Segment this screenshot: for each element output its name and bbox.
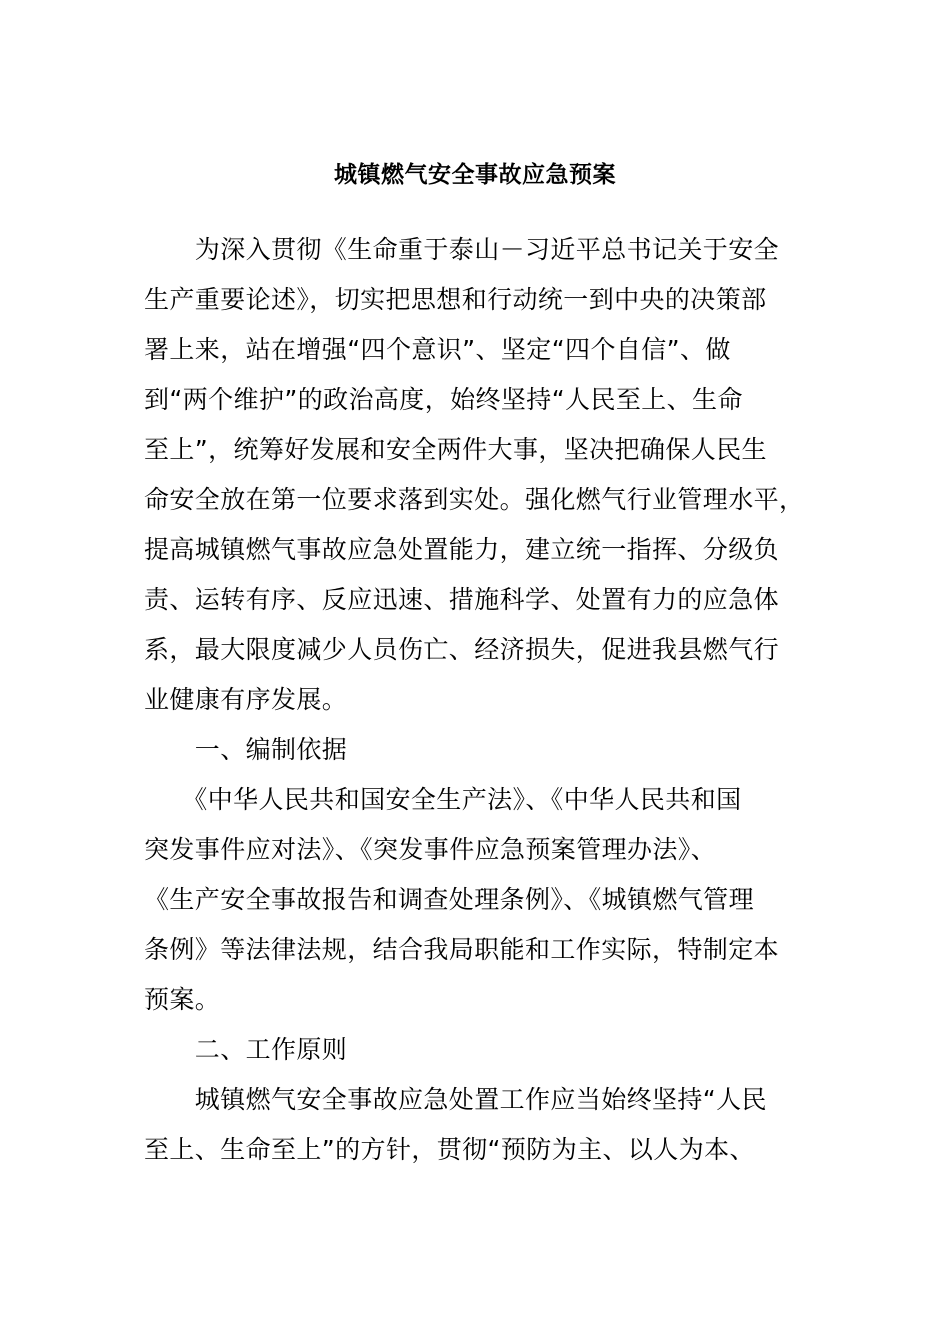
- document-title: 城镇燃气安全事故应急预案: [334, 162, 616, 188]
- paragraph-line: 预案。: [144, 985, 221, 1014]
- paragraph-line: 业健康有序发展。: [144, 685, 348, 714]
- section-heading: 二、工作原则: [144, 1035, 348, 1064]
- paragraph-line: 至上”，统筹好发展和安全两件大事，坚决把确保人民生: [144, 435, 767, 464]
- paragraph-line: 系，最大限度减少人员伤亡、经济损失，促进我县燃气行: [144, 635, 780, 664]
- paragraph-line: 《中华人民共和国安全生产法》、《中华人民共和国: [144, 785, 742, 814]
- section-heading: 一、编制依据: [144, 735, 348, 764]
- paragraph-line: 条例》等法律法规，结合我局职能和工作实际，特制定本: [144, 935, 780, 964]
- paragraph-line: 提高城镇燃气事故应急处置能力，建立统一指挥、分级负: [144, 535, 780, 564]
- paragraph-line: 为深入贯彻《生命重于泰山－习近平总书记关于安全: [144, 235, 780, 264]
- paragraph-line: 署上来，站在增强“四个意识”、坚定“四个自信”、做: [144, 335, 731, 364]
- paragraph-line: 到“两个维护”的政治高度，始终坚持“人民至上、生命: [144, 385, 743, 414]
- paragraph-line: 突发事件应对法》、《突发事件应急预案管理办法》、: [144, 835, 717, 864]
- paragraph-line: 至上、生命至上”的方针，贯彻“预防为主、以人为本、: [144, 1135, 755, 1164]
- paragraph-line: 生产重要论述》，切实把思想和行动统一到中央的决策部: [144, 285, 767, 314]
- paragraph-line: 责、运转有序、反应迅速、措施科学、处置有力的应急体: [144, 585, 780, 614]
- paragraph-line: 命安全放在第一位要求落到实处。强化燃气行业管理水平，: [144, 485, 805, 514]
- paragraph-line: 《生产安全事故报告和调查处理条例》、《城镇燃气管理: [144, 885, 755, 914]
- paragraph-line: 城镇燃气安全事故应急处置工作应当始终坚持“人民: [144, 1085, 767, 1114]
